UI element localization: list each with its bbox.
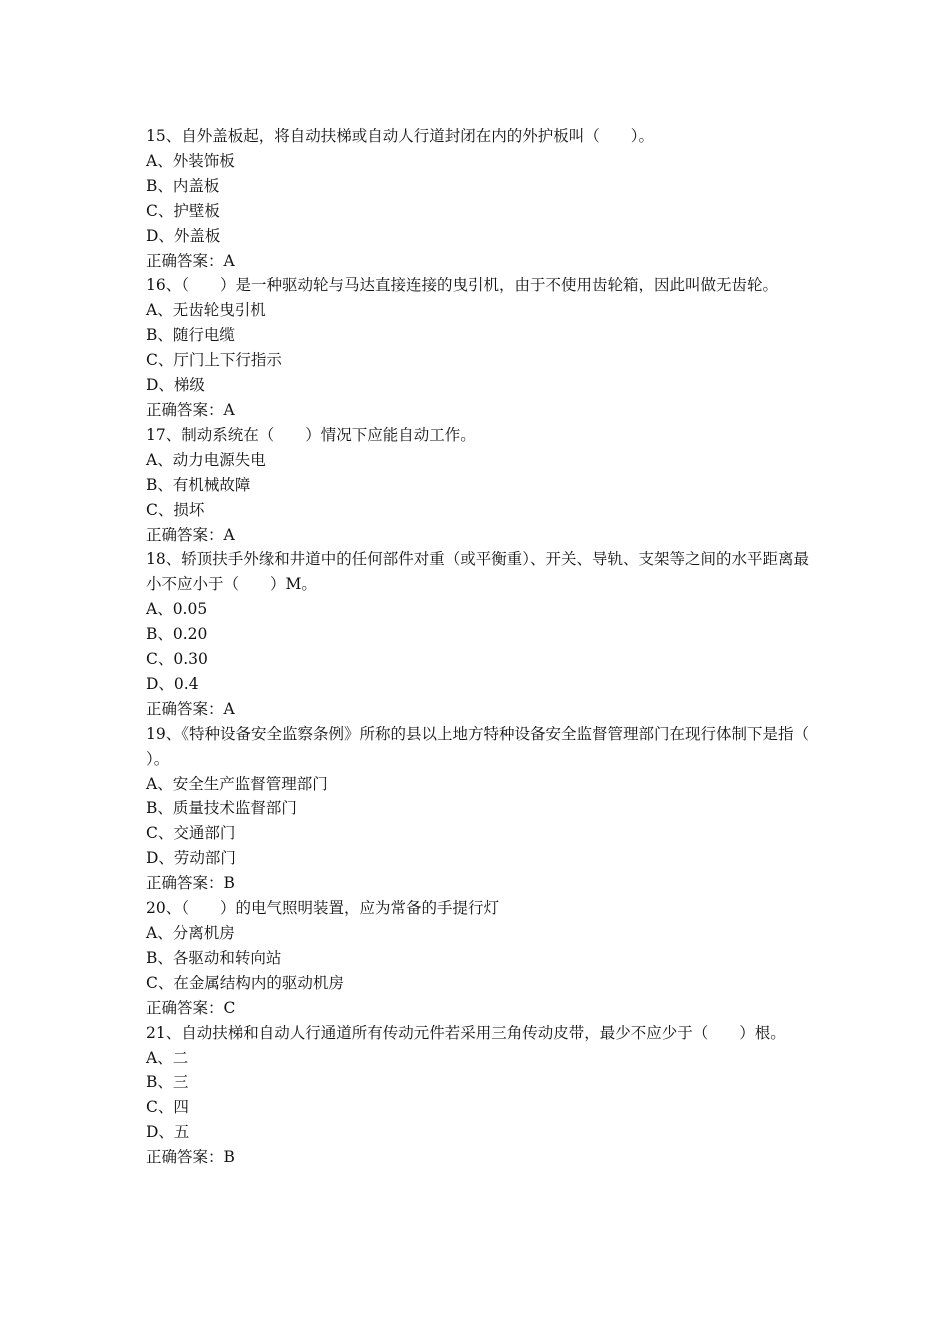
option-a: A、分离机房 [146, 924, 235, 942]
question-text: 21、自动扶梯和自动人行通道所有传动元件若采用三角传动皮带，最少不应少于（ ）根。 [146, 1023, 786, 1042]
question-19 [146, 722, 840, 896]
option-a: A、外装饰板 [146, 151, 235, 170]
question-20 [146, 896, 810, 1021]
option-c: C、在金属结构内的驱动机房 [146, 973, 344, 992]
correct-answer: 正确答案：A [146, 525, 235, 544]
option-c: C、交通部门 [146, 824, 236, 843]
option-b: B、内盖板 [146, 176, 220, 195]
question-15 [146, 124, 810, 273]
document-page [146, 124, 840, 1170]
question-text: 19、《特种设备安全监察条例》所称的县以上地方特种设备安全监督管理部门在现行体制下是指（ ）。 [146, 724, 840, 768]
option-d: D、梯级 [146, 376, 205, 395]
correct-answer: 正确答案：B [146, 1148, 235, 1167]
option-d: D、0.4 [146, 674, 199, 693]
option-d: D、五 [146, 1123, 190, 1142]
correct-answer: 正确答案：C [146, 998, 236, 1017]
question-text: 20、（ ）的电气照明装置，应为常备的手提行灯 [146, 899, 499, 918]
correct-answer: 正确答案：A [146, 699, 235, 718]
option-a: A、无齿轮曳引机 [146, 301, 266, 320]
correct-answer: 正确答案：A [146, 251, 235, 270]
question-17 [146, 423, 810, 548]
question-21 [146, 1021, 810, 1170]
option-c: C、护壁板 [146, 201, 220, 220]
question-text: 16、（ ）是一种驱动轮与马达直接连接的曳引机，由于不使用齿轮箱，因此叫做无齿轮。 [146, 276, 778, 295]
option-b: B、有机械故障 [146, 475, 251, 494]
option-a: A、二 [146, 1048, 189, 1067]
correct-answer: 正确答案：A [146, 400, 235, 419]
question-text: 18、轿顶扶手外缘和井道中的任何部件对重（或平衡重）、开关、导轨、支架等之间的水平距离最小不应小于（ ）M。 [146, 550, 809, 594]
option-a: A、安全生产监督管理部门 [146, 774, 328, 793]
option-b: B、各驱动和转向站 [146, 948, 282, 967]
option-c: C、0.30 [146, 650, 208, 669]
option-d: D、劳动部门 [146, 849, 236, 868]
correct-answer: 正确答案：B [146, 874, 235, 893]
option-b: B、0.20 [146, 625, 208, 644]
option-b: B、随行电缆 [146, 326, 235, 345]
option-b: B、质量技术监督部门 [146, 799, 297, 818]
question-16 [146, 273, 810, 422]
question-text: 15、自外盖板起，将自动扶梯或自动人行道封闭在内的外护板叫（ ）。 [146, 127, 654, 145]
option-b: B、三 [146, 1073, 189, 1092]
option-a: A、动力电源失电 [146, 450, 266, 469]
option-a: A、0.05 [146, 600, 208, 619]
option-d: D、外盖板 [146, 226, 221, 245]
question-18 [146, 547, 810, 721]
option-c: C、厅门上下行指示 [146, 351, 282, 370]
question-text: 17、制动系统在（ ）情况下应能自动工作。 [146, 425, 476, 444]
option-c: C、四 [146, 1098, 189, 1117]
option-c: C、损坏 [146, 500, 205, 519]
